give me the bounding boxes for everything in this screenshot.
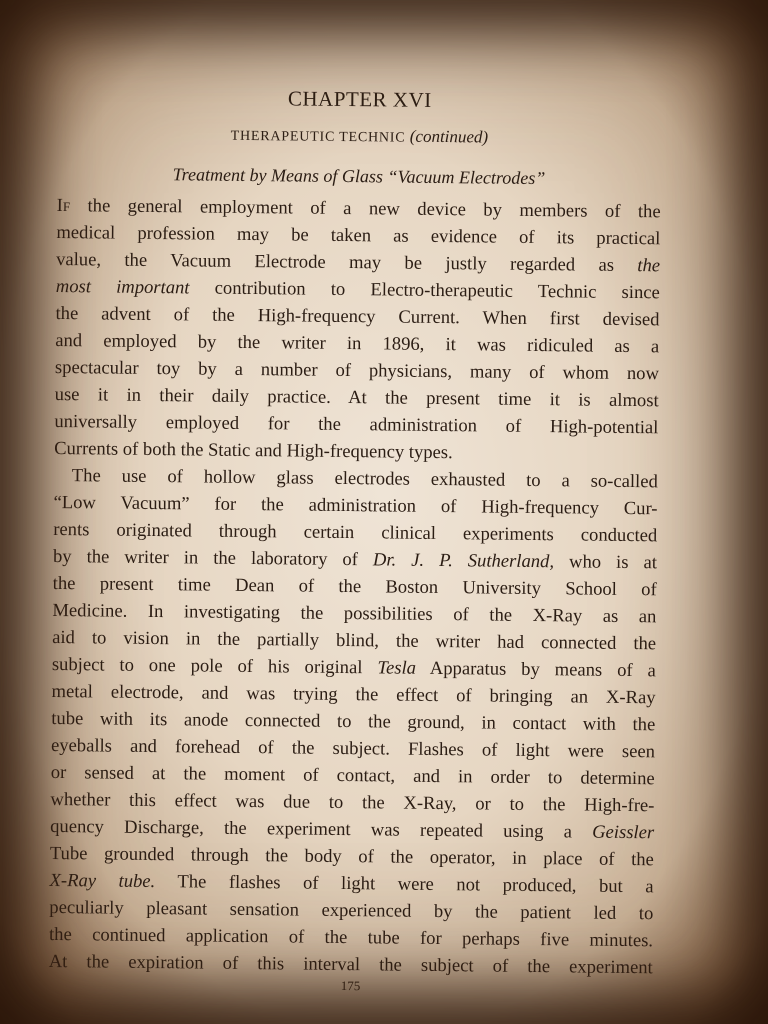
chapter-subtitle [57,123,661,149]
section-title: Treatment by Means of Glass “Vacuum Electrodes” [172,164,546,189]
text-line: quency Discharge, the experiment was repeated using a Geissler [50,815,655,844]
text-line: Tube grounded through the body of the operator, in place of the [49,842,654,871]
text-line: Medicine. In investigating the possibilities of the X-Ray as an [52,599,657,628]
text-line: The use of hollow glass electrodes exhausted to a so-called [71,465,658,493]
text-line: the present time Dean of the Boston University School of [52,572,657,601]
text-line: the advent of the High-frequency Current. When first devised [55,302,660,331]
subtitle-main: THERAPEUTIC TECHNIC [230,128,406,146]
book-page [48,80,662,997]
text-line: rents originated through certain clinical experiments conducted [53,518,658,547]
text-line: value, the Vacuum Electrode may be justly regarded as the [56,248,661,277]
drop-word: If [56,194,71,217]
text-line: whether this effect was due to the X-Ray, or to the High-fre- [50,788,655,817]
text-line: X-Ray tube. The flashes of light were not produced, but a [49,869,654,898]
text-line: “Low Vacuum” for the administration of High-frequency Cur- [53,491,658,520]
text-line: most important contribution to Electro-therapeutic Technic since [55,275,660,304]
paragraph-1 [54,192,661,468]
text-line: tube with its anode connected to the ground, in contact with the [51,707,656,736]
paragraph-2 [49,462,658,981]
text-line: the continued application of the tube for perhaps five minutes. [48,923,654,952]
text-line: Currents of both the Static and High-frequency types. [54,437,453,464]
subtitle-paren: (continued) [409,126,489,147]
text-line: eyeballs and forehead of the subject. Flashes of light were seen [50,734,656,763]
text-line: At the expiration of this interval the subject of the experiment [48,950,653,979]
page-number: 175 [340,978,361,994]
text-line: by the writer in the laboratory of Dr. J. P. Sutherland, who is at [52,545,658,574]
chapter-heading: CHAPTER XVI [287,86,432,112]
text-line: spectacular toy by a number of physicians, many of whom now [54,356,660,385]
text-line: or sensed at the moment of contact, and in order to determine [50,761,655,790]
text-line: universally employed for the administration of High-potential [54,410,659,439]
text-line: aid to vision in the partially blind, the writer had connected the [52,626,657,655]
text-line: If the general employment of a new device by members of the [56,194,661,223]
body-text [49,192,661,981]
text-line: subject to one pole of his original Tesla Apparatus by means of a [51,653,656,682]
text-line: and employed by the writer in 1896, it was ridiculed as a [55,329,660,358]
text-line: use it in their daily practice. At the present time it is almost [54,383,659,412]
text-line: medical profession may be taken as evidence of its practical [56,221,661,250]
text-line: metal electrode, and was trying the effect of bringing an X-Ray [51,680,656,709]
text-line: peculiarly pleasant sensation experienced by the patient led to [49,896,654,925]
